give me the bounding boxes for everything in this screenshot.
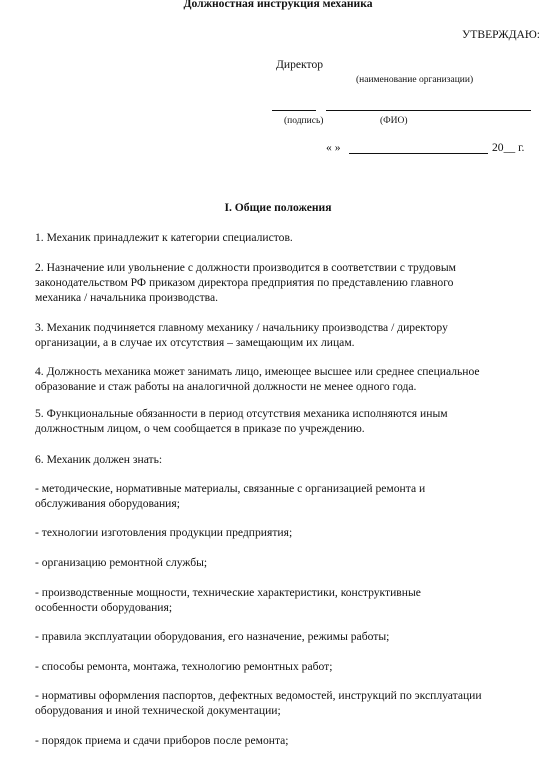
list-item: - нормативы оформления паспортов, дефектных ведомостей, инструкций по эксплуатации оборудования и иной технической документации; [35,689,482,717]
fio-line [326,110,531,111]
date-day-quotes: « » [326,141,341,154]
section-title: I. Общие положения [224,201,332,214]
list-item: - методические, нормативные материалы, связанные с организацией ремонта и обслуживания оборудования; [35,482,426,510]
list-item: - правила эксплуатации оборудования, его назначение, режимы работы; [35,630,390,643]
date-year-label: 20__ г. [492,141,525,154]
list-item: - технологии изготовления продукции предприятия; [35,526,293,539]
list-item: - организацию ремонтной службы; [35,556,208,569]
director-label: Директор [276,58,324,71]
paragraph: 5. Функциональные обязанности в период отсутствия механика исполняются иным должностным лицом, о чем сообщается в приказе по учреждению. [35,407,448,435]
paragraph: 3. Механик подчиняется главному механику / начальнику производства / директору организации, а в случае их отсутствия – замещающим их лицам. [35,321,448,349]
list-item: - порядок приема и сдачи приборов после ремонта; [35,734,289,747]
organization-caption: (наименование организации) [356,75,474,85]
paragraph: 2. Назначение или увольнение с должности производится в соответствии с трудовым законодательством РФ приказом директора предприятия по представлению главного механика / начальника производства. [35,261,456,304]
paragraph: 1. Механик принадлежит к категории специалистов. [35,231,293,244]
list-item: - производственные мощности, технические характеристики, конструктивные особенности оборудования; [35,586,421,614]
date-month-line [349,153,488,154]
fio-caption: (ФИО) [380,116,408,126]
approve-label: УТВЕРЖДАЮ: [462,28,540,41]
signature-caption: (подпись) [284,116,324,126]
signature-line [272,110,316,111]
paragraph: 6. Механик должен знать: [35,453,163,466]
paragraph: 4. Должность механика может занимать лицо, имеющее высшее или среднее специальное образование и стаж работы на аналогичной должности не менее одного года. [35,365,480,393]
document-title: Должностная инструкция механика [183,0,373,10]
list-item: - способы ремонта, монтажа, технологию ремонтных работ; [35,660,333,673]
